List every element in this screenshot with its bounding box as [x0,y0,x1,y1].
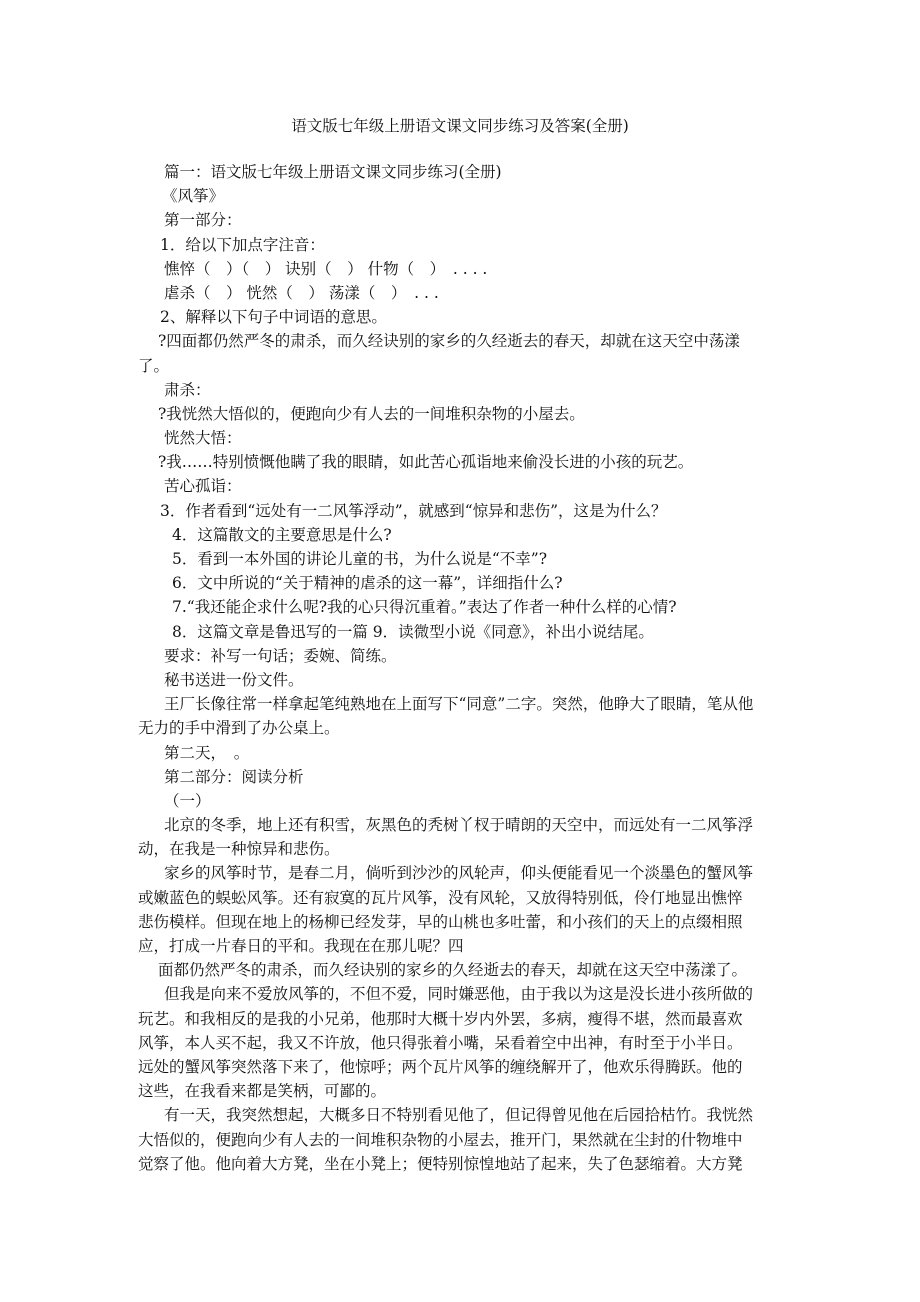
document-body [138,160,782,1176]
term-label-3: 苦心孤诣： [164,477,242,496]
passage-line: 大悟似的，便跑向少有人去的一间堆积杂物的小屋去，推开门，果然就在尘封的什物堆中 [138,1130,743,1149]
passage-line: 风筝，本人买不起，我又不许放，他只得张着小嘴，呆看着空中出神，有时至于小半日。 [138,1033,743,1052]
section-heading: 篇一：语文版七年级上册语文课文同步练习(全册) [164,163,502,181]
passage-line: 动，在我是一种惊异和悲伤。 [138,840,340,859]
passage-line: 但我是向来不爱放风筝的，不但不爱，同时嫌恶他，由于我以为这是没长进小孩所做的 [164,985,754,1004]
sentence-2: ?我恍然大悟似的，便跑向少有人去的一间堆积杂物的小屋去。 [158,404,585,423]
story-line-1: 秘书送进一份文件。 [164,670,304,689]
question-7: 7.“我还能企求什么呢?我的心只得沉重着。”表达了作者一种什么样的心情? [172,598,677,617]
document-title: 语文版七年级上册语文课文同步练习及答案(全册) [291,117,629,135]
passage-line: 有一天，我突然想起，大概多日不特别看见他了，但记得曾见他在后园拾枯竹。我恍然 [164,1106,754,1125]
passage-line: 或嫩蓝色的蜈蚣风筝。还有寂寞的瓦片风筝，没有风轮，又放得特别低，伶仃地显出憔悴 [138,888,743,907]
question-4: 4．这篇散文的主要意思是什么? [172,525,392,544]
passage-line: 玩艺。和我相反的是我的小兄弟，他那时大概十岁内外罢，多病，瘦得不堪，然而最喜欢 [138,1009,743,1028]
pinyin-line-1: 憔悴（ ）（ ） 诀别（ ） 什物（ ） . . . . [164,259,488,278]
part-heading: 第一部分： [164,211,242,230]
story-line-2: 王厂长像往常一样拿起笔纯熟地在上面写下“同意”二字。突然，他睁大了眼睛，笔从他 [164,695,754,714]
sentence-1: ?四面都仍然严冬的肃杀，而久经诀别的家乡的久经逝去的春天，却就在这天空中荡漾 [158,332,740,351]
lesson-title: 《风筝》 [162,187,225,206]
passage-line: 应，打成一片春日的平和。我现在在那儿呢？四 [138,937,464,955]
question-5: 5．看到一本外国的讲论儿童的书，为什么说是“不幸”? [172,550,548,568]
passage-line: 远处的蟹风筝突然落下来了，他惊呼；两个瓦片风筝的缠绕解开了，他欢乐得腾跃。他的 [138,1057,743,1076]
passage-line: 家乡的风筝时节，是春二月，倘听到沙沙的风轮声，仰头便能看见一个淡墨色的蟹风筝 [164,864,754,883]
part-2-heading: 第二部分：阅读分析 [164,767,304,786]
sentence-1-cont: 了。 [138,356,170,375]
question-1: 1．给以下加点字注音： [160,235,325,254]
story-blank: 第二天， 。 [164,743,250,762]
term-label-1: 肃杀： [164,380,211,399]
passage-line: 这些，在我看来都是笑柄，可鄙的。 [138,1082,387,1101]
term-label-2: 恍然大悟： [164,429,242,448]
pinyin-line-2: 虐杀（ ） 恍然（ ） 荡漾（ ） . . . [164,283,439,302]
passage-line: 面都仍然严冬的肃杀，而久经诀别的家乡的久经逝去的春天，却就在这天空中荡漾了。 [158,961,748,980]
passage-line: 北京的冬季，地上还有积雪，灰黑色的秃树丫杈于晴朗的天空中，而远处有一二风筝浮 [164,816,754,835]
requirement: 要求：补写一句话；委婉、简练。 [164,646,397,665]
question-6: 6．文中所说的“关于精神的虐杀的这一幕”，详细指什么? [172,574,563,593]
sentence-3: ?我……特别愤慨他瞒了我的眼睛，如此苦心孤诣地来偷没长进的小孩的玩艺。 [158,453,694,472]
passage-line: 觉察了他。他向着大方凳，坐在小凳上；便特别惊惶地站了起来，失了色瑟缩着。大方凳 [138,1154,743,1173]
question-3: 3．作者看到“远处有一二风筝浮动”，就感到“惊异和悲伤”，这是为什么？ [160,501,667,520]
passage-line: 悲伤模样。但现在地上的杨柳已经发芽，早的山桃也多吐蕾，和小孩们的天上的点缀相照 [138,912,743,931]
story-line-2-cont: 无力的手中滑到了办公桌上。 [138,719,340,738]
question-2: 2、解释以下句子中词语的意思。 [160,308,387,327]
question-8-9: 8．这篇文章是鲁迅写的一篇 9．读微型小说《同意》，补出小说结尾。 [172,622,654,641]
passage-number: （一） [164,791,211,810]
